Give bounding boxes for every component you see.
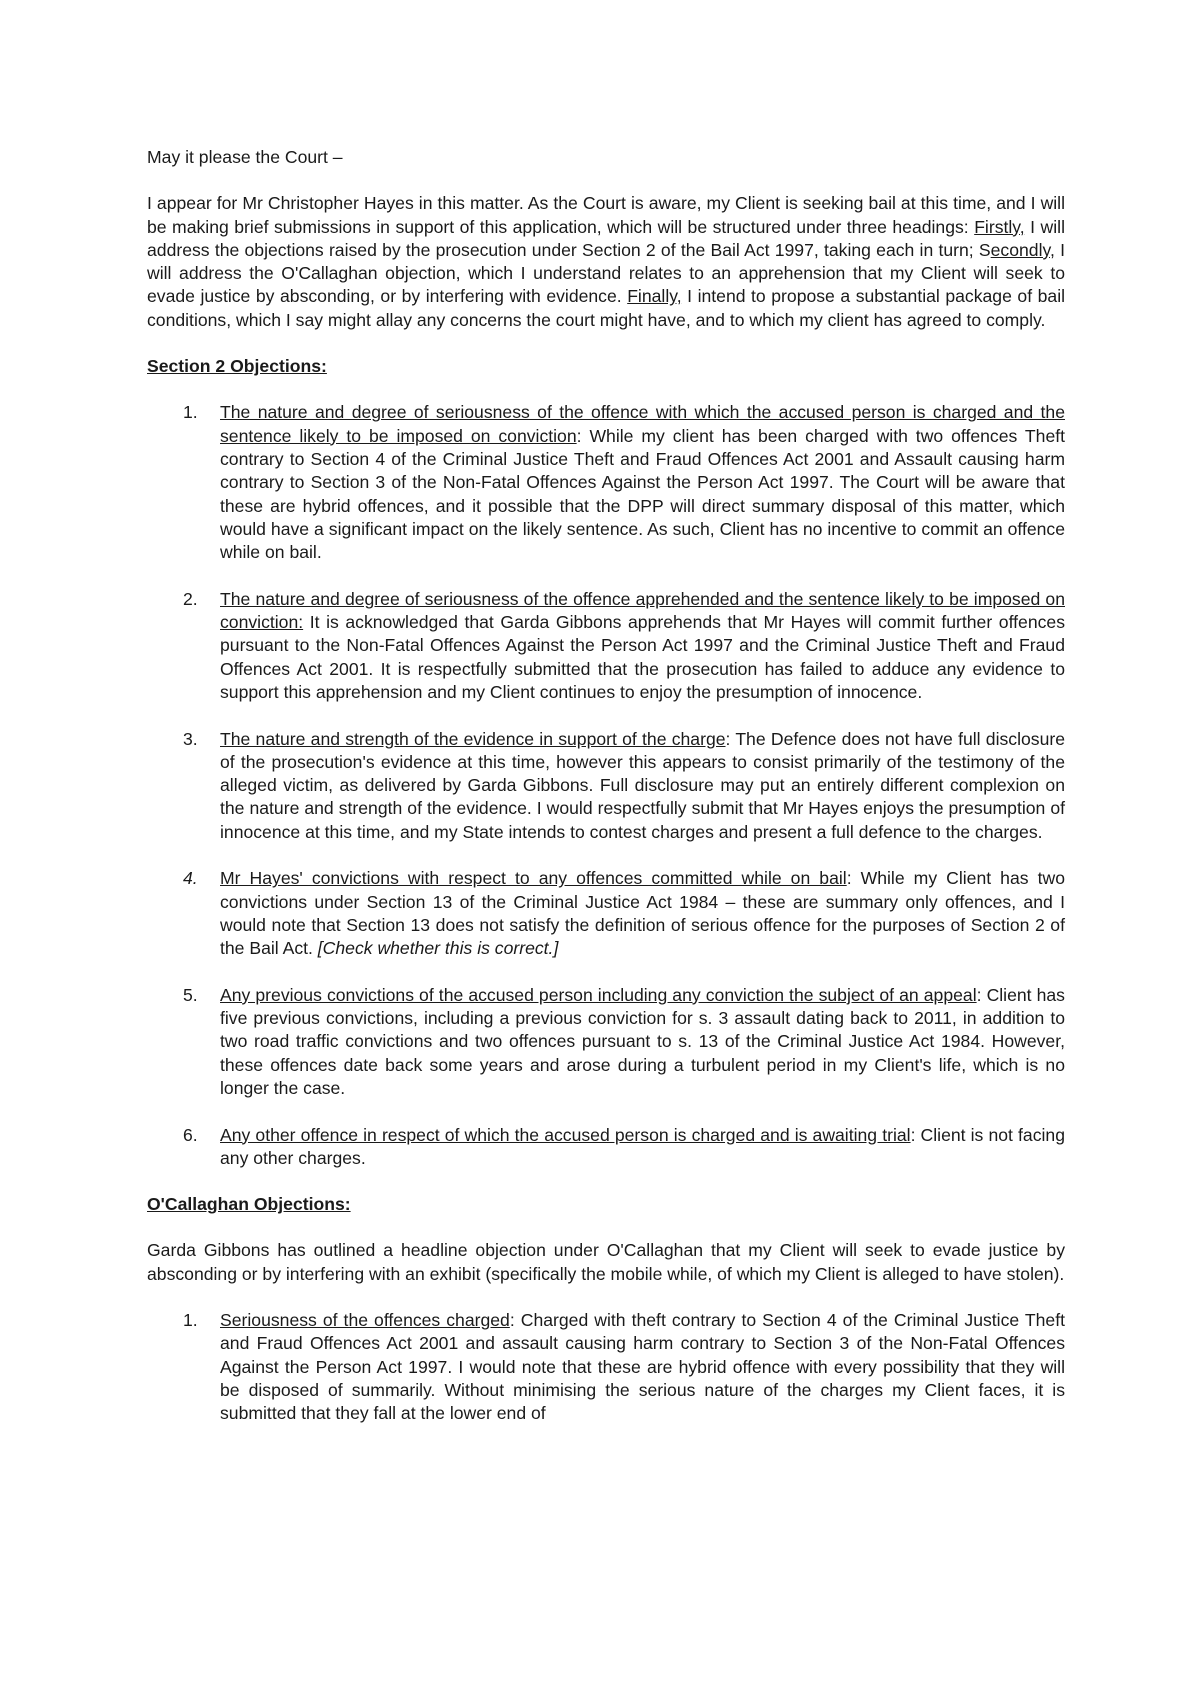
list-item <box>147 401 1065 564</box>
list-item <box>147 867 1065 960</box>
item-number: 5. <box>183 984 198 1005</box>
item-number: 1. <box>183 402 198 423</box>
list-item <box>147 984 1065 1100</box>
item-title: The nature and degree of seriousness of the offence apprehended and the sentence likely to be imposed on conviction: <box>220 588 1065 633</box>
item-body: : Client has five previous convictions, including a previous conviction for s. 3 assault dating back to 2011, in addition to two road traffic convictions and two offences pursuant to s. 13 of the Criminal Justice Act 1984. However, these offences date back some years and arose during a turbulent period in my Client's life, which is no longer the case. <box>220 984 1065 1098</box>
list-item <box>147 588 1065 704</box>
item-number: 3. <box>183 728 198 749</box>
list-item <box>147 1309 1065 1425</box>
intro-text-2: I will address the objections raised by the prosecution under Section 2 of the Bail Act 1997, taking each in turn; S <box>147 216 1065 260</box>
item-body: : While my client has been charged with two offences Theft contrary to Section 4 of the Criminal Justice Theft and Fraud Offences Act 2001 and Assault causing harm contrary to Section 3 of the Non-Fatal Offences Against the Person Act 1997. The Court will be aware that these are hybrid offences, and it possible that the DPP will direct summary disposal of this matter, which would have a significant impact on the likely sentence. As such, Client has no incentive to commit an offence while on bail. <box>220 425 1066 563</box>
item-body: : Client is not facing any other charges. <box>220 1124 1065 1168</box>
item-number: 4. <box>183 868 198 889</box>
intro-text-1: I appear for Mr Christopher Hayes in this matter. As the Court is aware, my Client is seeking bail at this time, and I will be making brief submissions in support of this application, which will be structured under three headings: <box>147 193 1065 237</box>
intro-text-4: I intend to propose a substantial package of bail conditions, which I say might allay any concerns the court might have, and to which my client has agreed to comply. <box>147 286 1066 330</box>
ocallaghan-list <box>147 1309 1065 1425</box>
section2-list <box>147 401 1065 1170</box>
item-title: The nature and strength of the evidence in support of the charge <box>220 728 726 749</box>
item-number: 6. <box>183 1124 198 1145</box>
item-note: [Check whether this is correct.] <box>317 938 559 959</box>
intro-text-3: , I will address the O'Callaghan objection, which I understand relates to an apprehension that my Client will seek to evade justice by absconding, or by interfering with evidence. <box>147 239 1065 307</box>
intro-firstly: Firstly, <box>974 216 1025 237</box>
section2-heading: Section 2 Objections: <box>147 356 327 377</box>
item-body: : Charged with theft contrary to Section 4 of the Criminal Justice Theft and Fraud Offences Act 2001 and assault causing harm contrary to Section 3 of the Non-Fatal Offences Against the Person Act 1997. I would note that these are hybrid offence with every possibility that they will be disposed of summarily. Without minimising the serious nature of the charges my Client faces, it is submitted that they fall at the lower end of <box>220 1310 1065 1424</box>
item-number: 1. <box>183 1310 198 1331</box>
item-title: Any previous convictions of the accused person including any conviction the subject of an appeal <box>220 984 977 1005</box>
item-number: 2. <box>183 588 198 609</box>
list-item <box>147 1124 1065 1171</box>
intro-paragraph <box>147 192 1065 332</box>
list-item <box>147 728 1065 844</box>
ocallaghan-heading: O'Callaghan Objections: <box>147 1194 351 1215</box>
item-title: Seriousness of the offences charged <box>220 1310 510 1331</box>
document-body <box>147 146 1065 1426</box>
item-body: : The Defence does not have full disclosure of the prosecution's evidence at this time, however this appears to consist primarily of the testimony of the alleged victim, as delivered by Garda Gibbons. Full disclosure may put an entirely different complexion on the nature and strength of the evidence. I would respectfully submit that Mr Hayes enjoys the presumption of innocence at this time, and my State intends to contest charges and present a full defence to the charges. <box>220 728 1065 842</box>
intro-secondly: econdly <box>990 239 1050 260</box>
item-title: Any other offence in respect of which the accused person is charged and is awaiting trial <box>220 1124 911 1145</box>
intro-finally: Finally, <box>627 286 682 307</box>
item-body: It is acknowledged that Garda Gibbons apprehends that Mr Hayes will commit further offences pursuant to the Non-Fatal Offences Against the Person Act 1997 and the Criminal Justice Theft and Fraud Offences Act 2001. It is respectfully submitted that the prosecution has failed to adduce any evidence to support this apprehension and my Client continues to enjoy the presumption of innocence. <box>220 612 1065 702</box>
item-title: Mr Hayes' convictions with respect to any offences committed while on bail <box>220 868 847 889</box>
item-body: : While my Client has two convictions under Section 13 of the Criminal Justice Act 1984 – these are summary only offences, and I would note that Section 13 does not satisfy the definition of serious offence for the purposes of Section 2 of the Bail Act. <box>220 868 1065 959</box>
item-title: The nature and degree of seriousness of the offence with which the accused person is charged and the sentence likely to be imposed on conviction <box>220 402 1065 446</box>
opening-line: May it please the Court – <box>147 147 343 167</box>
ocallaghan-intro: Garda Gibbons has outlined a headline objection under O'Callaghan that my Client will seek to evade justice by absconding or by interfering with an exhibit (specifically the mobile while, of which my Client is alleged to have stolen). <box>147 1240 1065 1284</box>
